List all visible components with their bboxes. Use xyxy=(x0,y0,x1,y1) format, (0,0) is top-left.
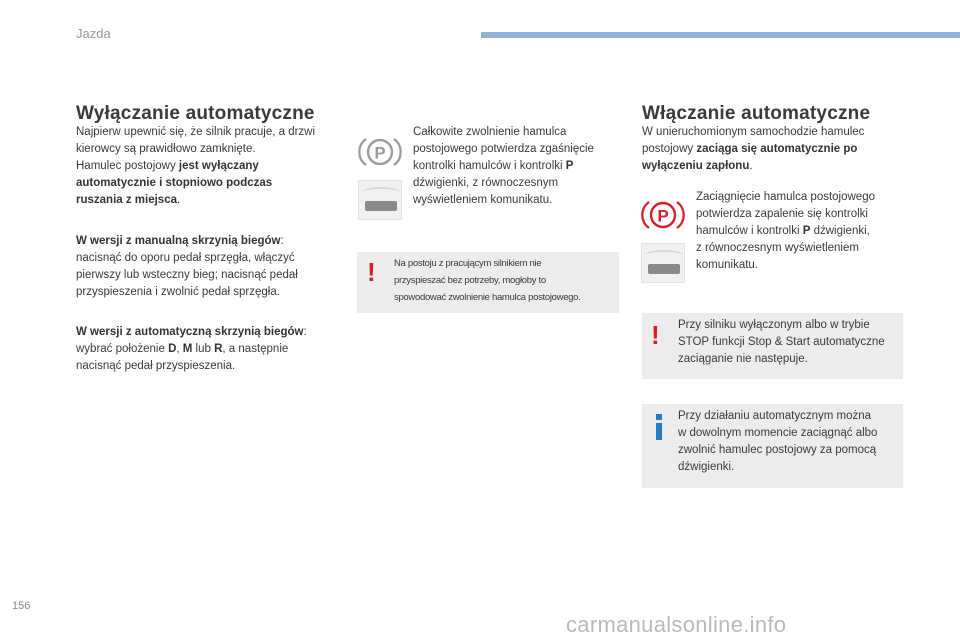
text-line: postojowego potwierdza zgaśnięcie xyxy=(413,143,594,155)
text-line: nacisnąć pedał przyspieszenia. xyxy=(76,360,236,372)
text-line: przyspieszać bez potrzeby, mogłoby to xyxy=(394,275,546,286)
text-line: wyłączeniu zapłonu. xyxy=(642,160,753,172)
watermark: carmanualsonline.info xyxy=(566,612,787,637)
right-section-title: Włączanie automatyczne xyxy=(642,103,871,124)
automatic-gearbox-paragraph xyxy=(76,324,346,375)
svg-text:P: P xyxy=(374,143,386,163)
text-line: kontrolki hamulców i kontrolki P xyxy=(413,160,574,172)
text-line: W wersji z automatyczną skrzynią biegów: xyxy=(76,326,307,338)
text-line: Na postoju z pracującym silnikiem nie xyxy=(394,258,542,269)
text-line: hamulców i kontrolki P dźwigienki, xyxy=(696,225,870,237)
text-line: spowodować zwolnienie hamulca postojowego. xyxy=(394,292,581,303)
text-line: Przy działaniu automatycznym można xyxy=(678,410,872,422)
chapter-title: Jazda xyxy=(76,26,111,41)
text-line: zwolnić hamulec postojowy za pomocą xyxy=(678,444,877,456)
warning-box-standstill xyxy=(357,252,619,313)
text-line: pierwszy lub wsteczny bieg; nacisnąć pedał xyxy=(76,269,298,281)
left-section-title: Wyłączanie automatyczne xyxy=(76,103,315,124)
text-line: ruszania z miejsca. xyxy=(76,194,181,206)
parking-lever-thumbnail xyxy=(358,180,402,220)
left-intro-paragraph xyxy=(76,124,346,209)
info-icon xyxy=(654,414,664,440)
warning-icon: ! xyxy=(367,257,376,287)
text-line: potwierdza zapalenie się kontrolki xyxy=(696,208,868,220)
warning-icon: ! xyxy=(651,320,660,350)
svg-text:P: P xyxy=(657,206,669,226)
text-line: dźwigienki. xyxy=(678,461,735,473)
right-intro-paragraph xyxy=(642,124,912,175)
text-line: wybrać położenie D, M lub R, a następnie xyxy=(76,343,289,355)
info-text xyxy=(678,408,900,476)
text-line: W wersji z manualną skrzynią biegów: xyxy=(76,235,284,247)
apply-confirmation-paragraph xyxy=(696,189,911,274)
text-line: automatycznie i stopniowo podczas xyxy=(76,177,273,189)
text-line: zaciąganie nie następuje. xyxy=(678,353,808,365)
text-line: Przy silniku wyłączonym albo w trybie xyxy=(678,319,870,331)
parking-brake-off-icon xyxy=(358,134,402,170)
text-line: w dowolnym momencie zaciągnąć albo xyxy=(678,427,878,439)
text-line: W unieruchomionym samochodzie hamulec xyxy=(642,126,865,138)
text-line: z równoczesnym wyświetleniem xyxy=(696,242,859,254)
page-number: 156 xyxy=(12,600,31,612)
text-line: komunikatu. xyxy=(696,259,759,271)
text-line: Zaciągnięcie hamulca postojowego xyxy=(696,191,875,203)
text-line: Najpierw upewnić się, że silnik pracuje, a drzwi xyxy=(76,126,316,138)
text-line: Całkowite zwolnienie hamulca xyxy=(413,126,567,138)
text-line: Hamulec postojowy jest wyłączany xyxy=(76,160,259,172)
manual-gearbox-paragraph xyxy=(76,233,346,301)
header-accent-bar xyxy=(481,32,960,38)
text-line: nacisnąć do oporu pedał sprzęgła, włączyć xyxy=(76,252,295,264)
text-line: postojowy zaciąga się automatycznie po xyxy=(642,143,858,155)
parking-brake-on-icon xyxy=(641,197,685,233)
text-line: przyspieszenia i zwolnić pedał sprzęgła. xyxy=(76,286,280,298)
warning-box-stop-start xyxy=(642,313,903,379)
parking-lever-thumbnail xyxy=(641,243,685,283)
text-line: kierowcy są prawidłowo zamknięte. xyxy=(76,143,256,155)
text-line: wyświetleniem komunikatu. xyxy=(413,194,553,206)
text-line: STOP funkcji Stop & Start automatyczne xyxy=(678,336,885,348)
release-confirmation-paragraph xyxy=(413,124,623,209)
info-box-manual-override xyxy=(642,404,903,488)
text-line: dźwigienki, z równoczesnym xyxy=(413,177,559,189)
warning-text xyxy=(678,317,900,368)
warning-text xyxy=(394,255,616,306)
